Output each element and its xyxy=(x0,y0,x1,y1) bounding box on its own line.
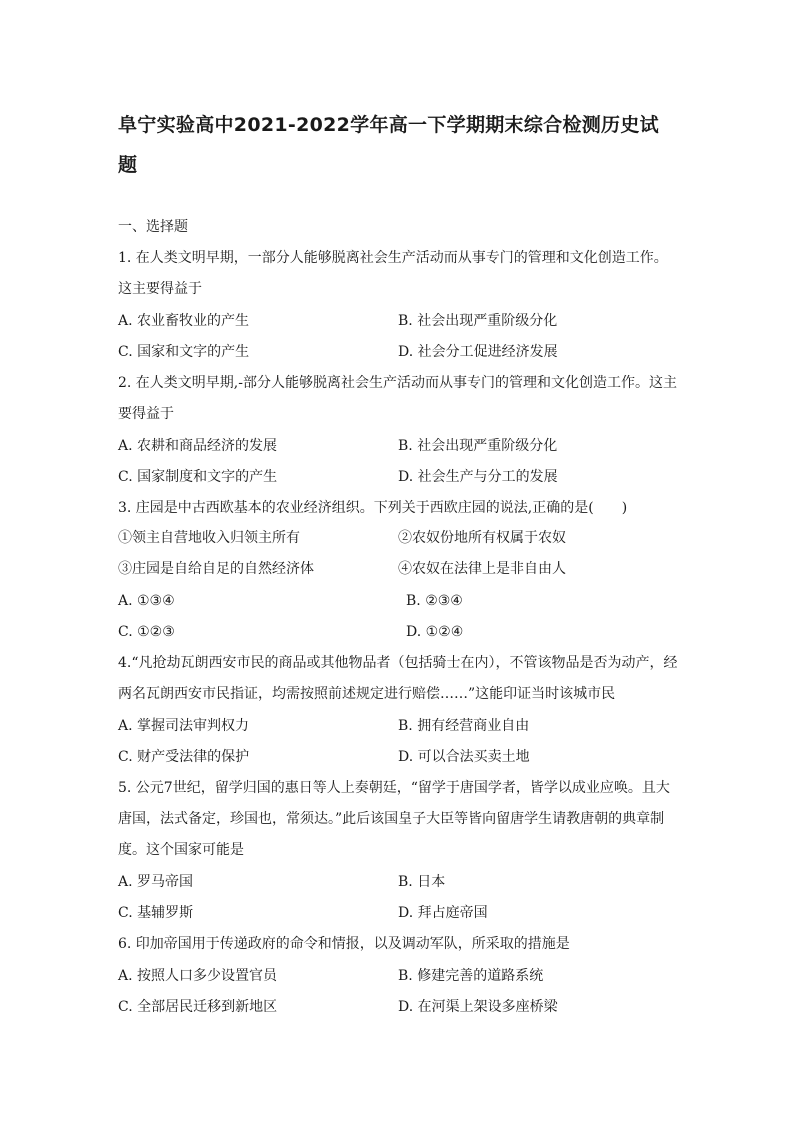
document-title-line-1: 阜宁实验高中2021-2022学年高一下学期期末综合检测历史试 xyxy=(118,114,659,136)
question-5-option-b: B. 日本 xyxy=(398,874,446,890)
question-1-option-d: D. 社会分工促进经济发展 xyxy=(398,344,558,360)
question-3-statement-3: ③庄园是自给自足的自然经济体 xyxy=(118,561,314,577)
question-6-option-a: A. 按照人口多少设置官员 xyxy=(118,968,278,984)
question-3-statement-4: ④农奴在法律上是非自由人 xyxy=(398,561,566,577)
question-3-option-c: C. ①②③ xyxy=(118,624,175,640)
question-1-option-c: C. 国家和文字的产生 xyxy=(118,344,250,360)
question-3-stem: 3. 庄园是中古西欧基本的农业经济组织。下列关于西欧庄园的说法,正确的是( ) xyxy=(118,500,628,516)
question-5-option-c: C. 基辅罗斯 xyxy=(118,905,194,921)
question-4-stem: 4.“凡抢劫瓦朗西安市民的商品或其他物品者（包括骑士在内），不管该物品是否为动产，经两名瓦朗西安市民指证，均需按照前述规定进行赔偿……”这能印证当时该城市民 xyxy=(118,655,678,702)
question-4-option-d: D. 可以合法买卖土地 xyxy=(398,749,530,765)
question-5-option-d: D. 拜占庭帝国 xyxy=(398,905,488,921)
question-2-option-d: D. 社会生产与分工的发展 xyxy=(398,469,558,485)
question-3-option-a: A. ①③④ xyxy=(118,593,175,609)
question-1-option-a: A. 农业畜牧业的产生 xyxy=(118,313,250,329)
question-2-option-b: B. 社会出现严重阶级分化 xyxy=(398,438,558,454)
question-3-option-b: B. ②③④ xyxy=(406,593,463,609)
question-2-option-c: C. 国家制度和文字的产生 xyxy=(118,469,278,485)
question-6-option-b: B. 修建完善的道路系统 xyxy=(398,968,544,984)
question-2-option-a: A. 农耕和商品经济的发展 xyxy=(118,438,278,454)
question-4-option-a: A. 掌握司法审判权力 xyxy=(118,718,250,734)
question-1-option-b: B. 社会出现严重阶级分化 xyxy=(398,313,558,329)
question-6-option-d: D. 在河渠上架设多座桥梁 xyxy=(398,999,558,1015)
question-1-stem: 1. 在人类文明早期，一部分人能够脱离社会生产活动而从事专门的管理和文化创造工作。这主要得益于 xyxy=(118,250,668,297)
question-5-stem: 5. 公元7世纪，留学归国的惠日等人上奏朝廷，“留学于唐国学者，皆学以成业应唤。且大唐国，法式备定，珍国也，常须达。”此后该国皇子大臣等皆向留唐学生请教唐朝的典章制度。这个国家可能是 xyxy=(118,780,670,858)
question-4-option-c: C. 财产受法律的保护 xyxy=(118,749,250,765)
question-3-statement-1: ①领主自营地收入归领主所有 xyxy=(118,530,300,546)
question-3-option-d: D. ①②④ xyxy=(406,624,464,640)
question-3-statement-2: ②农奴份地所有权属于农奴 xyxy=(398,530,566,546)
section-heading: 一、选择题 xyxy=(118,219,188,235)
question-6-stem: 6. 印加帝国用于传递政府的命令和情报，以及调动军队，所采取的措施是 xyxy=(118,936,570,952)
question-5-option-a: A. 罗马帝国 xyxy=(118,874,194,890)
question-2-stem: 2. 在人类文明早期,-部分人能够脱离社会生产活动而从事专门的管理和文化创造工作。这主要得益于 xyxy=(118,375,677,422)
question-6-option-c: C. 全部居民迁移到新地区 xyxy=(118,999,278,1015)
document-title-line-2: 题 xyxy=(118,154,138,176)
question-4-option-b: B. 拥有经营商业自由 xyxy=(398,718,530,734)
